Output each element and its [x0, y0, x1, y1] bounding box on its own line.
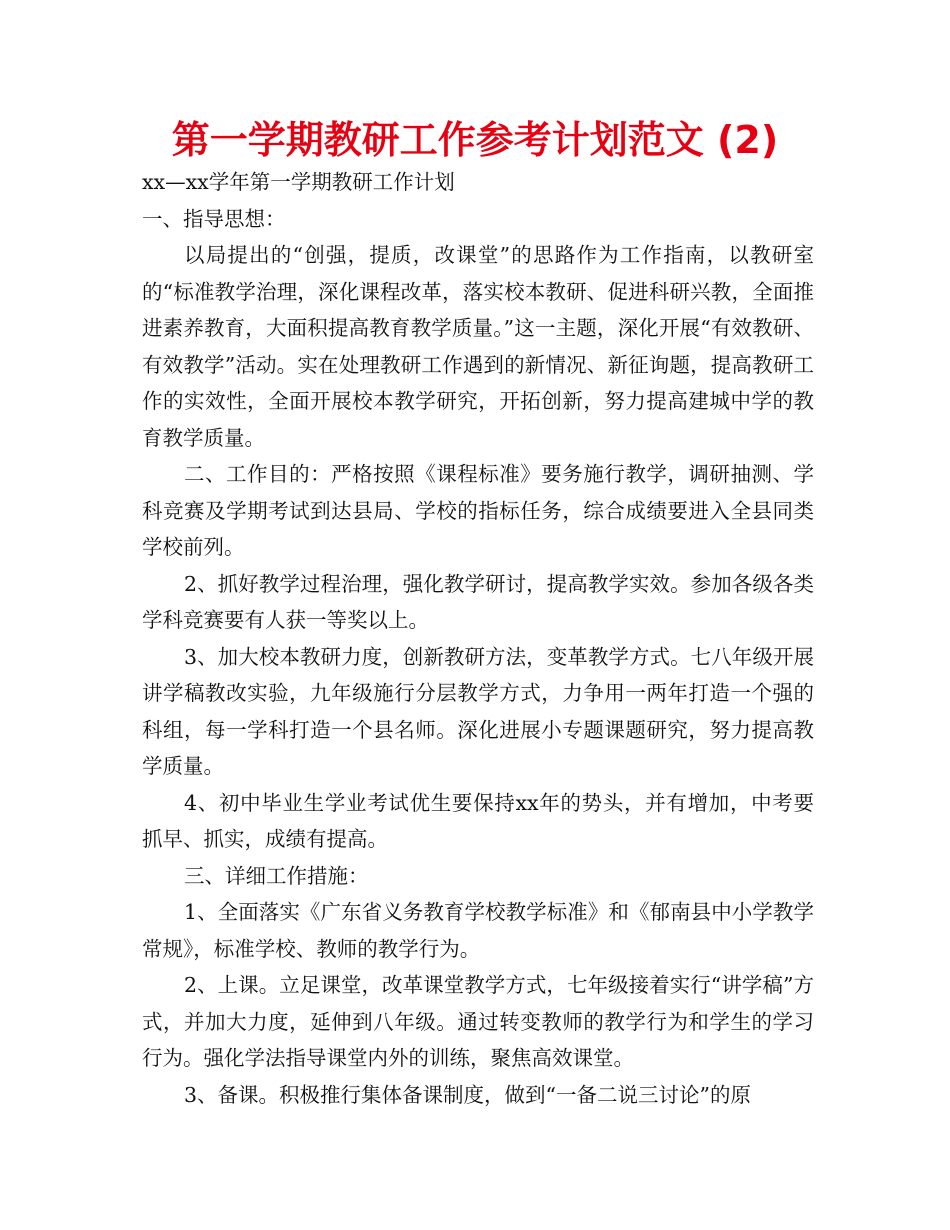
paragraph-goal-2: 2、抓好教学过程治理，强化教学研讨，提高教学实效。参加各级各类学科竞赛要有人获一等奖以上。: [142, 571, 814, 632]
paragraph-measure-3: 3、备课。积极推行集体备课制度，做到“一备二说三讨论”的原: [184, 1082, 752, 1107]
paragraph-goal-3: 3、加大校本教研力度，创新教研方法，变革教学方式。七八年级开展讲学稿教改实验，九年级施行分层教学方式，力争用一两年打造一个强的科组，每一学科打造一个县名师。深化进展小专题课题研究，努力提高教学质量。: [142, 644, 814, 778]
document-body: [142, 164, 814, 1113]
paragraph-goal-4: 4、初中毕业生学业考试优生要保持xx年的势头，并有增加，中考要抓早、抓实，成绩有提高。: [142, 790, 814, 851]
paragraph-measure-2: 2、上课。立足课堂，改革课堂教学方式，七年级接着实行“讲学稿”方式，并加大力度，延伸到八年级。通过转变教师的教学行为和学生的学习行为。强化学法指导课堂内外的训练，聚焦高效课堂。: [142, 973, 814, 1070]
paragraph-guiding-thought: 以局提出的“创强，提质，改课堂”的思路作为工作指南，以教研室的“标准教学治理，深化课程改革，落实校本教研、促进科研兴教，全面推进素养教育，大面积提高教育教学质量。”这一主题，深化开展“有效教研、有效教学”活动。实在处理教研工作遇到的新情况、新征询题，提高教研工作的实效性，全面开展校本教学研究，开拓创新，努力提高建城中学的教育教学质量。: [142, 243, 814, 450]
section-heading-measures: 三、详细工作措施：: [184, 863, 369, 888]
paragraph-work-goal: 二、工作目的：严格按照《课程标准》要务施行教学，调研抽测、学科竞赛及学期考试到达县局、学校的指标任务，综合成绩要进入全县同类学校前列。: [142, 462, 814, 559]
paragraph-measure-1: 1、全面落实《广东省义务教育学校教学标准》和《郁南县中小学教学常规》，标准学校、教师的教学行为。: [142, 900, 814, 961]
document-subtitle: xx—xx学年第一学期教研工作计划: [142, 170, 455, 194]
section-heading-guiding-thought: 一、指导思想：: [142, 206, 286, 231]
document-title: 第一学期教研工作参考计划范文 (2): [171, 118, 779, 162]
